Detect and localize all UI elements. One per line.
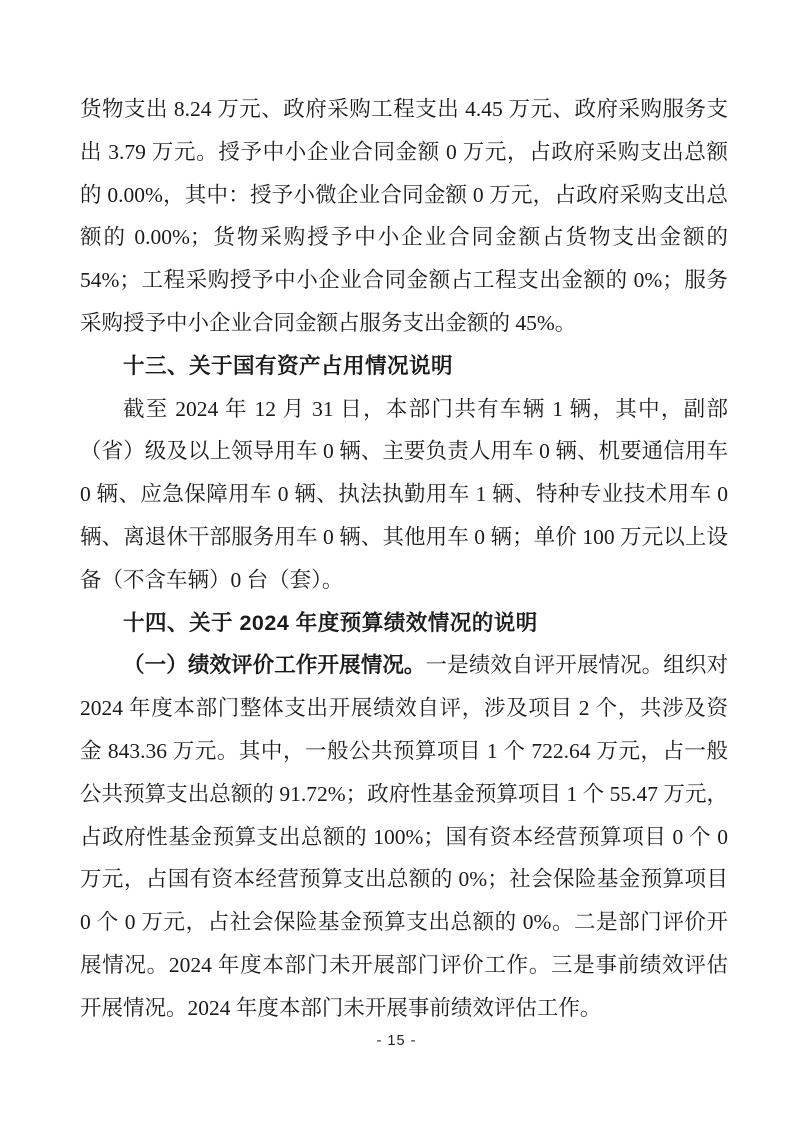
- document-body: [80, 88, 728, 1030]
- paragraph-state-assets: 截至 2024 年 12 月 31 日，本部门共有车辆 1 辆，其中，副部（省）级及以上领导用车 0 辆、主要负责人用车 0 辆、机要通信用车 0 辆、应急保障用车 0 辆、执法执勤用车 1 辆、特种专业技术用车 0 辆、离退休干部服务用车 0 辆、其他用车 0 辆；单价 100 万元以上设备（不含车辆）0 台（套）。: [80, 396, 728, 592]
- heading-section-14: 十四、关于 2024 年度预算绩效情况的说明: [123, 610, 538, 635]
- page-footer: [0, 1033, 793, 1049]
- paragraph-performance-lead: （一）绩效评价工作开展情况。: [123, 653, 426, 678]
- page-number: - 15 -: [376, 1033, 417, 1049]
- paragraph-procurement-continuation: 货物支出 8.24 万元、政府采购工程支出 4.45 万元、政府采购服务支出 3.79 万元。授予中小企业合同金额 0 万元，占政府采购支出总额的 0.00%，其中：授予小微企业合同金额 0 万元，占政府采购支出总额的 0.00%；货物采购授予中小企业合同金额占货物支出金额的 54%；工程采购授予中小企业合同金额占工程支出金额的 0%；服务采购授予中小企业合同金额占服务支出金额的 45%。: [80, 97, 728, 335]
- heading-section-13: 十三、关于国有资产占用情况说明: [123, 353, 454, 378]
- paragraph-performance: [80, 644, 728, 1029]
- paragraph-performance-body: 一是绩效自评开展情况。组织对 2024 年度本部门整体支出开展绩效自评，涉及项目 2 个，共涉及资金 843.36 万元。其中，一般公共预算项目 1 个 722.64 万元，占一般公共预算支出总额的 91.72%；政府性基金预算项目 1 个 55.47 万元，占政府性基金预算支出总额的 100%；国有资本经营预算项目 0 个 0 万元，占国有资本经营预算支出总额的 0%；社会保险基金预算项目 0 个 0 万元，占社会保险基金预算支出总额的 0%。二是部门评价开展情况。2024 年度本部门未开展部门评价工作。三是事前绩效评估开展情况。2024 年度本部门未开展事前绩效评估工作。: [80, 653, 728, 1020]
